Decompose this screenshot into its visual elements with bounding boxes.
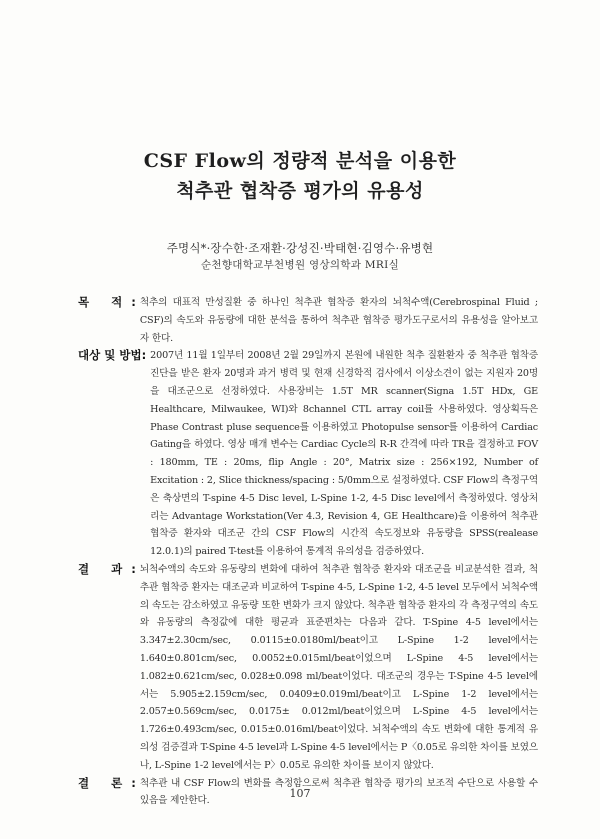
page-number: 107 xyxy=(289,787,311,800)
section-results xyxy=(78,561,538,775)
section-text-results: 뇌척수액의 속도와 유동량의 변화에 대하여 척추관 협착증 환자와 대조군을 비교분석한 결과, 척추관 협착증 환자는 대조군과 비교하여 T-spine 4-5, L-Spine 1-2, 4-5 level 모두에서 뇌척수액의 속도는 감소하였고 유동량 또한 변화가 크지 않았다. 척추관 협착증 환자의 각 측정구역의 속도와 유동량의 측정값에 대한 평균과 표준편차는 다음과 같다. T-Spine 4-5 level에서는 3.347±2.30cm/sec, 0.0115±0.0180ml/beat이고 L-Spine 1-2 level에서는 1.640±0.801cm/sec, 0.0052±0.015ml/beat이었으며 L-Spine 4-5 level에서는 1.082±0.621cm/sec, 0.028±0.098 ml/beat이었다. 대조군의 경우는 T-Spine 4-5 level에서는 5.905±2.159cm/sec, 0.0409±0.019ml/beat이고 L-Spine 1-2 level에서는 2.057±0.569cm/sec, 0.0175± 0.012ml/beat이었으며 L-Spine 4-5 level에서는 1.726±0.493cm/sec, 0.015±0.016ml/beat이었다. 뇌척수액의 속도 변화에 대한 통계적 유의성 검증결과 T-Spine 4-5 level과 L-Spine 4-5 level에서는 P〈0.05로 유의한 차이를 보였으나, L-Spine 1-2 level에서는 P〉0.05로 유의한 차이를 보이지 않았다. xyxy=(139,563,538,771)
author-affiliation: 순천향대학교부천병원 영상의학과 MRI실 xyxy=(200,259,400,271)
author-block xyxy=(0,240,600,273)
section-text-conclusion: 척추관 내 CSF Flow의 변화를 측정함으로써 척추관 협착증 평가의 보조적 수단으로 사용할 수 있음을 제안한다. xyxy=(139,777,538,807)
section-text-purpose: 척추의 대표적 만성질환 중 하나인 척추관 협착증 환자의 뇌척수액(Cerebrospinal Fluid ; CSF)의 속도와 유동량에 대한 분석을 통하여 척추관 협착증 평가도구로서의 유용성을 알아보고자 한다. xyxy=(139,297,538,344)
section-methods xyxy=(78,347,538,561)
abstract-sections xyxy=(78,294,538,810)
section-label-methods: 대상 및 방법: xyxy=(78,348,147,363)
author-names: 주명식*·장수한·조재환·강성진·박태현·김영수·유병현 xyxy=(166,241,434,255)
section-text-methods: 2007년 11월 1일부터 2008년 2월 29일까지 본원에 내원한 척추 질환환자 중 척추관 협착증 진단을 받은 환자 20명과 과거 병력 및 현재 신경학적 검사에서 이상소견이 없는 지원자 20명을 대조군으로 선정하였다. 사용장비는 1.5T MR scanner(Signa 1.5T HDx, GE Healthcare, Milwaukee, WI)와 8channel CTL array coil를 사용하였다. 영상획득은 Phase Contrast pluse sequence를 이용하였고 Photopulse sensor를 이용하여 Cardiac Gating을 하였다. 영상 매개 변수는 Cardiac Cycle의 R-R 간격에 따라 TR을 결정하고 FOV : 180mm, TE : 20ms, flip Angle : 20°, Matrix size : 256×192, Number of Excitation : 2, Slice thickness/spacing : 5/0mm으로 설정하였다. CSF Flow의 측정구역은 축상면의 T-spine 4-5 Disc level, L-Spine 1-2, 4-5 Disc level에서 측정하였다. 영상처리는 Advantage Workstation(Ver 4.3, Revision 4, GE Healthcare)을 이용하여 척추관 협착증 환자와 대조군 간의 CSF Flow의 시간적 속도정보와 유동량을 SPSS(realease 12.0.1)의 paired T-test를 이용하여 통계적 유의성을 검증하였다. xyxy=(150,350,538,558)
title-block xyxy=(0,146,600,206)
section-label-purpose: 목 적: xyxy=(78,295,136,309)
section-purpose xyxy=(78,294,538,347)
paper-title-line-1: CSF Flow의 정량적 분석을 이용한 xyxy=(143,150,457,172)
section-label-results: 결 과: xyxy=(78,561,136,576)
paper-title-line-2: 척추관 협착증 평가의 유용성 xyxy=(176,180,424,202)
section-label-conclusion: 결 론: xyxy=(78,775,136,790)
